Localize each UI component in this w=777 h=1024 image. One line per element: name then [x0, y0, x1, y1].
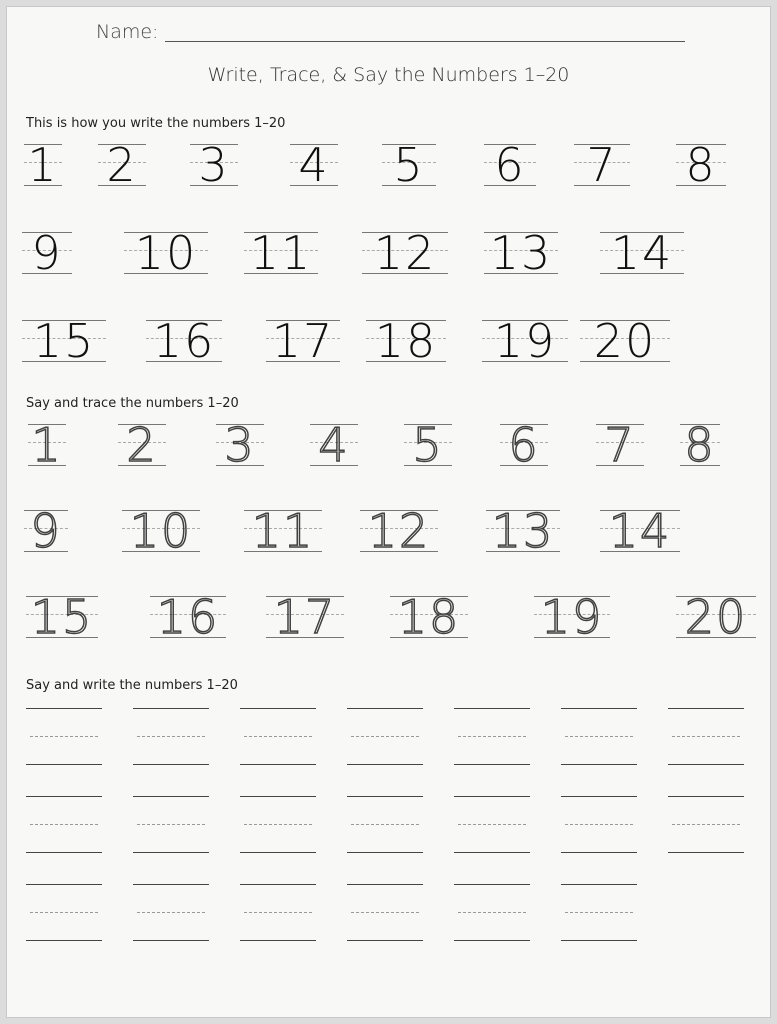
example-number: 2: [106, 138, 138, 192]
write-blank[interactable]: [668, 708, 744, 776]
example-number: 12: [373, 226, 437, 280]
example-cell: [24, 136, 62, 208]
example-number: 11: [249, 226, 313, 280]
example-number: 4: [298, 138, 330, 192]
trace-cell: [534, 588, 610, 660]
example-number: 20: [593, 314, 657, 368]
trace-number[interactable]: 3: [224, 418, 256, 472]
trace-number[interactable]: 10: [129, 504, 193, 558]
trace-cell: [600, 502, 680, 574]
write-blank[interactable]: [347, 884, 423, 952]
example-cell: [366, 312, 446, 384]
example-number: 8: [685, 138, 717, 192]
trace-cell: [500, 416, 548, 488]
write-blank[interactable]: [133, 708, 209, 776]
trace-number[interactable]: 6: [508, 418, 540, 472]
example-number: 10: [134, 226, 198, 280]
trace-cell: [118, 416, 166, 488]
example-cell: [22, 224, 72, 296]
example-number: 1: [27, 138, 59, 192]
trace-number[interactable]: 1: [31, 418, 63, 472]
write-blank[interactable]: [26, 884, 102, 952]
name-label: Name:: [96, 21, 159, 43]
trace-cell: [122, 502, 200, 574]
write-blank[interactable]: [240, 708, 316, 776]
trace-number[interactable]: 12: [367, 504, 431, 558]
trace-number[interactable]: 20: [684, 590, 748, 644]
trace-cell: [404, 416, 452, 488]
example-number: 19: [493, 314, 557, 368]
write-blank[interactable]: [561, 884, 637, 952]
example-number: 3: [198, 138, 230, 192]
trace-cell: [360, 502, 438, 574]
trace-cell: [680, 416, 720, 488]
write-blank[interactable]: [561, 708, 637, 776]
trace-number[interactable]: 16: [156, 590, 220, 644]
trace-number[interactable]: 13: [491, 504, 555, 558]
write-blank[interactable]: [240, 796, 316, 864]
example-cell: [484, 136, 536, 208]
trace-cell: [310, 416, 358, 488]
write-blank[interactable]: [454, 884, 530, 952]
write-blank[interactable]: [454, 796, 530, 864]
trace-cell: [150, 588, 226, 660]
example-cell: [482, 312, 568, 384]
example-number: 17: [271, 314, 335, 368]
example-cell: [244, 224, 318, 296]
worksheet-title: Write, Trace, & Say the Numbers 1–20: [207, 64, 570, 86]
example-number: 6: [494, 138, 526, 192]
trace-cell: [28, 416, 66, 488]
example-number: 18: [374, 314, 438, 368]
write-blank[interactable]: [26, 708, 102, 776]
write-blank[interactable]: [26, 796, 102, 864]
trace-number[interactable]: 4: [318, 418, 350, 472]
trace-number[interactable]: 18: [397, 590, 461, 644]
trace-number[interactable]: 5: [412, 418, 444, 472]
example-cell: [676, 136, 726, 208]
trace-number[interactable]: 14: [608, 504, 672, 558]
trace-cell: [390, 588, 468, 660]
example-number: 7: [586, 138, 618, 192]
trace-cell: [26, 588, 98, 660]
trace-number[interactable]: 7: [604, 418, 636, 472]
name-input-line[interactable]: [165, 41, 685, 42]
write-blank[interactable]: [561, 796, 637, 864]
example-cell: [574, 136, 630, 208]
example-number: 13: [489, 226, 553, 280]
example-cell: [382, 136, 436, 208]
example-number: 9: [31, 226, 63, 280]
example-number: 15: [32, 314, 96, 368]
example-cell: [484, 224, 558, 296]
trace-number[interactable]: 19: [540, 590, 604, 644]
trace-cell: [244, 502, 322, 574]
section-trace-label: Say and trace the numbers 1–20: [26, 396, 239, 411]
write-blank[interactable]: [668, 796, 744, 864]
write-blank[interactable]: [347, 708, 423, 776]
trace-number[interactable]: 17: [273, 590, 337, 644]
trace-cell: [486, 502, 560, 574]
example-cell: [290, 136, 338, 208]
example-cell: [190, 136, 238, 208]
trace-cell: [266, 588, 344, 660]
example-cell: [266, 312, 340, 384]
write-blank[interactable]: [454, 708, 530, 776]
write-blank[interactable]: [240, 884, 316, 952]
trace-cell: [24, 502, 68, 574]
write-blank[interactable]: [133, 884, 209, 952]
section-write-example-label: This is how you write the numbers 1–20: [26, 116, 286, 131]
trace-number[interactable]: 8: [684, 418, 716, 472]
trace-cell: [676, 588, 756, 660]
example-cell: [98, 136, 146, 208]
example-cell: [146, 312, 222, 384]
example-number: 14: [610, 226, 674, 280]
trace-number[interactable]: 11: [251, 504, 315, 558]
example-cell: [22, 312, 106, 384]
trace-number[interactable]: 9: [30, 504, 62, 558]
example-number: 16: [152, 314, 216, 368]
trace-cell: [596, 416, 644, 488]
example-cell: [600, 224, 684, 296]
write-blank[interactable]: [347, 796, 423, 864]
trace-cell: [216, 416, 264, 488]
example-cell: [362, 224, 448, 296]
example-number: 5: [393, 138, 425, 192]
example-cell: [124, 224, 208, 296]
example-cell: [580, 312, 670, 384]
section-write-label: Say and write the numbers 1–20: [26, 678, 238, 693]
write-blank[interactable]: [133, 796, 209, 864]
trace-number[interactable]: 15: [30, 590, 94, 644]
trace-number[interactable]: 2: [126, 418, 158, 472]
